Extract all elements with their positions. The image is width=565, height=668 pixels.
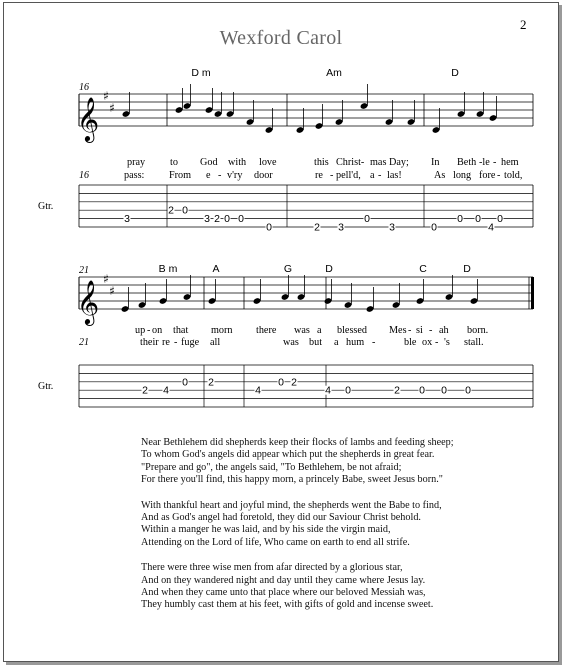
music-score	[4, 3, 558, 423]
chord-symbol: D	[451, 67, 459, 79]
lyric-syllable: -	[174, 337, 178, 348]
lyric-syllable: From	[169, 170, 192, 181]
score-system-1	[38, 67, 533, 234]
sharp-f-icon: ♯	[103, 89, 109, 103]
verse-line: "Prepare and go", the angels said, "To Bethlehem, be not afraid;	[141, 461, 402, 473]
verse-line: With thankful heart and joyful mind, the shepherds went the Babe to find,	[141, 499, 442, 511]
chord-symbol: D m	[191, 67, 211, 79]
verse-stanza-2	[141, 500, 551, 550]
lyric-syllable: re	[162, 337, 170, 348]
fret-number: 0	[345, 384, 351, 397]
chord-symbol: D	[463, 263, 471, 275]
lyric-syllable: -	[218, 170, 222, 181]
lyric-syllable: told,	[504, 170, 523, 181]
lyric-measure-number: 21	[79, 337, 89, 348]
fret-number: 4	[488, 221, 494, 234]
score-system-2	[38, 263, 534, 407]
final-barline-thick	[531, 277, 534, 309]
fret-number: 0	[238, 213, 244, 226]
lyric-syllable: hum	[346, 337, 365, 348]
lyric-syllable: -	[435, 337, 439, 348]
chord-symbol: Am	[326, 67, 342, 79]
fret-number: 3	[204, 213, 210, 226]
lyric-syllable: e	[206, 170, 211, 181]
verse-line: Attending on the Lord of life, Who came on earth to end all strife.	[141, 536, 410, 548]
lyric-syllable: -	[429, 325, 433, 336]
fret-number: 3	[389, 221, 395, 234]
lyric-measure-number: 16	[79, 170, 89, 181]
lyric-syllable: love	[259, 157, 277, 168]
verse-line: Within a manger he was laid, and by his side the virgin maid,	[141, 524, 391, 536]
lyric-syllable: -	[330, 170, 334, 181]
lyric-syllable: Mes	[389, 325, 407, 336]
lyric-syllable: fuge	[181, 337, 200, 348]
lyric-syllable: 's	[444, 337, 450, 348]
page-number: 2	[520, 17, 527, 32]
chord-symbol: B m	[158, 263, 178, 275]
lyric-syllable: pell'd,	[336, 170, 361, 181]
lyric-syllable: fore	[479, 170, 496, 181]
lyric-syllable: hem	[501, 157, 519, 168]
fret-number: 2	[394, 384, 400, 397]
fret-number: 2	[291, 376, 297, 389]
lyric-syllable: on	[152, 325, 163, 336]
fret-number: 2	[208, 376, 214, 389]
lyric-syllable: -	[493, 157, 497, 168]
lyric-syllable: pass:	[124, 170, 145, 181]
lyric-syllable: a	[334, 337, 339, 348]
tab-label: Gtr.	[38, 201, 54, 212]
lyric-syllable: blessed	[337, 325, 367, 336]
lyric-syllable: ah	[439, 325, 449, 336]
fret-number: 0	[431, 221, 437, 234]
fret-number: 0	[475, 213, 481, 226]
chord-symbol: G	[283, 263, 293, 275]
measure-number: 16	[79, 82, 89, 93]
lyric-syllable: born.	[467, 325, 489, 336]
lyric-syllable: with	[228, 157, 247, 168]
lyric-syllable: Beth	[457, 157, 477, 168]
lyric-syllable: re	[315, 170, 323, 181]
verse-line: Near Bethlehem did shepherds keep their flocks of lambs and feeding sheep;	[141, 437, 454, 448]
lyric-syllable: long	[453, 170, 472, 181]
sheet-music-page	[3, 2, 559, 662]
verse-stanza-3	[141, 562, 551, 612]
fret-number: 0	[497, 213, 503, 226]
fret-number: 0	[182, 376, 188, 389]
treble-clef-icon: 𝄞	[76, 97, 100, 141]
lyric-syllable: Christ-	[336, 157, 365, 168]
lyric-syllable: -	[372, 337, 376, 348]
lyric-syllable: ble	[404, 337, 417, 348]
lyric-syllable: stall.	[464, 337, 484, 348]
lyric-syllable: pray	[127, 157, 146, 168]
lyric-syllable: was	[294, 325, 310, 336]
lyric-syllable: -	[408, 325, 412, 336]
song-title: Wexford Carol	[219, 27, 343, 49]
lyric-syllable: was	[283, 337, 299, 348]
verse-line: They humbly cast them at his feet, with gifts of gold and incense sweet.	[141, 599, 434, 611]
lyric-syllable: -le	[479, 157, 490, 168]
verse-stanza-1	[141, 437, 551, 487]
fret-number: 0	[182, 204, 188, 217]
treble-clef-icon: 𝄞	[76, 280, 100, 324]
fret-number: 4	[163, 384, 169, 397]
fret-number: 0	[364, 213, 370, 226]
fret-number: 2	[168, 204, 174, 217]
verse-line: And when they came unto that place where our beloved Messiah was,	[141, 587, 426, 599]
lyric-syllable: v'ry	[227, 170, 243, 181]
chord-symbol: D	[325, 263, 333, 275]
fret-number: 4	[325, 384, 331, 397]
fret-number: 4	[255, 384, 261, 397]
lyric-syllable: si	[416, 325, 423, 336]
lyric-syllable: -	[497, 170, 501, 181]
lyric-syllable: In	[431, 157, 440, 168]
lyric-syllable: As	[434, 170, 446, 181]
fret-number: 0	[465, 384, 471, 397]
verse-line: There were three wise men from afar directed by a glorious star,	[141, 562, 403, 574]
fret-number: 0	[266, 221, 272, 234]
lyric-syllable: mas	[370, 157, 387, 168]
fret-number: 0	[224, 213, 230, 226]
lyric-syllable: door	[254, 170, 273, 181]
chord-symbol: C	[419, 263, 427, 275]
verse-line: And as God's angel had foretold, they did our Saviour Christ behold.	[141, 512, 421, 524]
tab-label: Gtr.	[38, 381, 54, 392]
lyric-syllable: all	[210, 337, 221, 348]
fret-number: 2	[214, 213, 220, 226]
chord-symbol: A	[212, 263, 220, 275]
lyric-syllable: -	[147, 325, 151, 336]
lyric-syllable: this	[314, 157, 329, 168]
lyric-syllable: their	[140, 337, 159, 348]
fret-number: 3	[124, 213, 130, 226]
verses-block	[141, 437, 551, 625]
lyric-syllable: -	[378, 170, 382, 181]
fret-number: 0	[278, 376, 284, 389]
lyric-syllable: but	[309, 337, 323, 348]
sharp-c-icon: ♯	[109, 101, 115, 115]
lyric-syllable: a	[370, 170, 375, 181]
lyric-syllable: Day;	[389, 157, 409, 168]
lyric-syllable: up	[135, 325, 146, 336]
fret-number: 0	[457, 213, 463, 226]
lyric-syllable: to	[170, 157, 178, 168]
fret-number: 0	[419, 384, 425, 397]
lyric-syllable: God	[200, 157, 218, 168]
sharp-f-icon: ♯	[103, 272, 109, 286]
lyric-syllable: las!	[387, 170, 402, 181]
verse-line: To whom God's angels did appear which put the shepherds in great fear.	[141, 449, 435, 461]
lyric-syllable: morn	[211, 325, 233, 336]
measure-number: 21	[79, 265, 89, 276]
verse-line: And on they wandered night and day until they came where Jesus lay.	[141, 574, 426, 586]
fret-number: 3	[338, 221, 344, 234]
lyric-syllable: a	[317, 325, 322, 336]
lyric-syllable: there	[256, 325, 277, 336]
lyric-syllable: ox	[422, 337, 433, 348]
verse-line: For there you'll find, this happy morn, a princely Babe, sweet Jesus born."	[141, 474, 443, 486]
fret-number: 2	[314, 221, 320, 234]
fret-number: 2	[142, 384, 148, 397]
fret-number: 0	[441, 384, 447, 397]
lyric-syllable: that	[173, 325, 189, 336]
sharp-c-icon: ♯	[109, 284, 115, 298]
